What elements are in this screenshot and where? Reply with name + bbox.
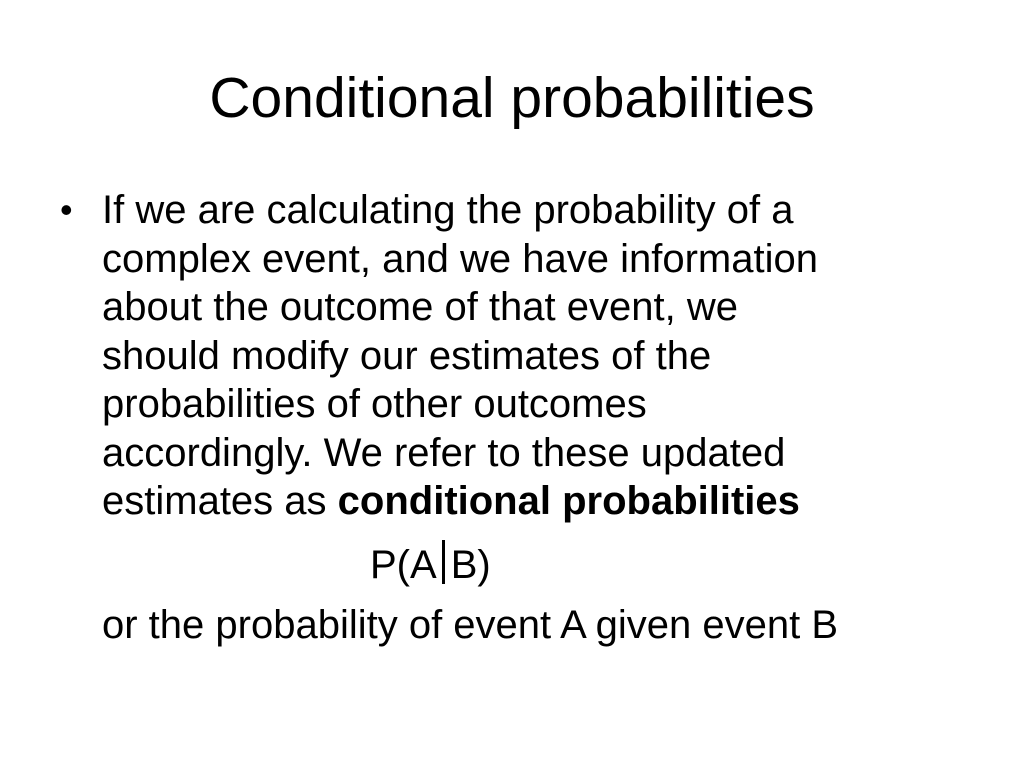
given-bar-icon bbox=[442, 540, 445, 584]
bullet-text bbox=[102, 186, 960, 526]
formula bbox=[370, 540, 491, 590]
bullet-line-1: If we are calculating the probability of a bbox=[102, 188, 794, 232]
slide-title: Conditional probabilities bbox=[209, 66, 815, 130]
bullet-line-4: should modify our estimates of the bbox=[102, 333, 712, 378]
bullet-line-2: complex event, and we have information bbox=[102, 236, 818, 281]
bullet-icon: • bbox=[60, 189, 73, 230]
bullet-line-6: accordingly. We refer to these updated bbox=[102, 430, 786, 475]
bold-term: conditional probabilities bbox=[337, 479, 800, 523]
bullet-item bbox=[60, 186, 960, 526]
formula-left: P(A bbox=[370, 543, 437, 587]
bullet-line-7-prefix: estimates as bbox=[102, 479, 338, 523]
formula-right: B) bbox=[450, 543, 491, 587]
bullet-line-5: probabilities of other outcomes bbox=[102, 382, 647, 426]
bullet-line-3: about the outcome of that event, we bbox=[102, 285, 738, 329]
bullet-block bbox=[60, 186, 960, 526]
formula-explanation: or the probability of event A given event B bbox=[102, 603, 839, 647]
